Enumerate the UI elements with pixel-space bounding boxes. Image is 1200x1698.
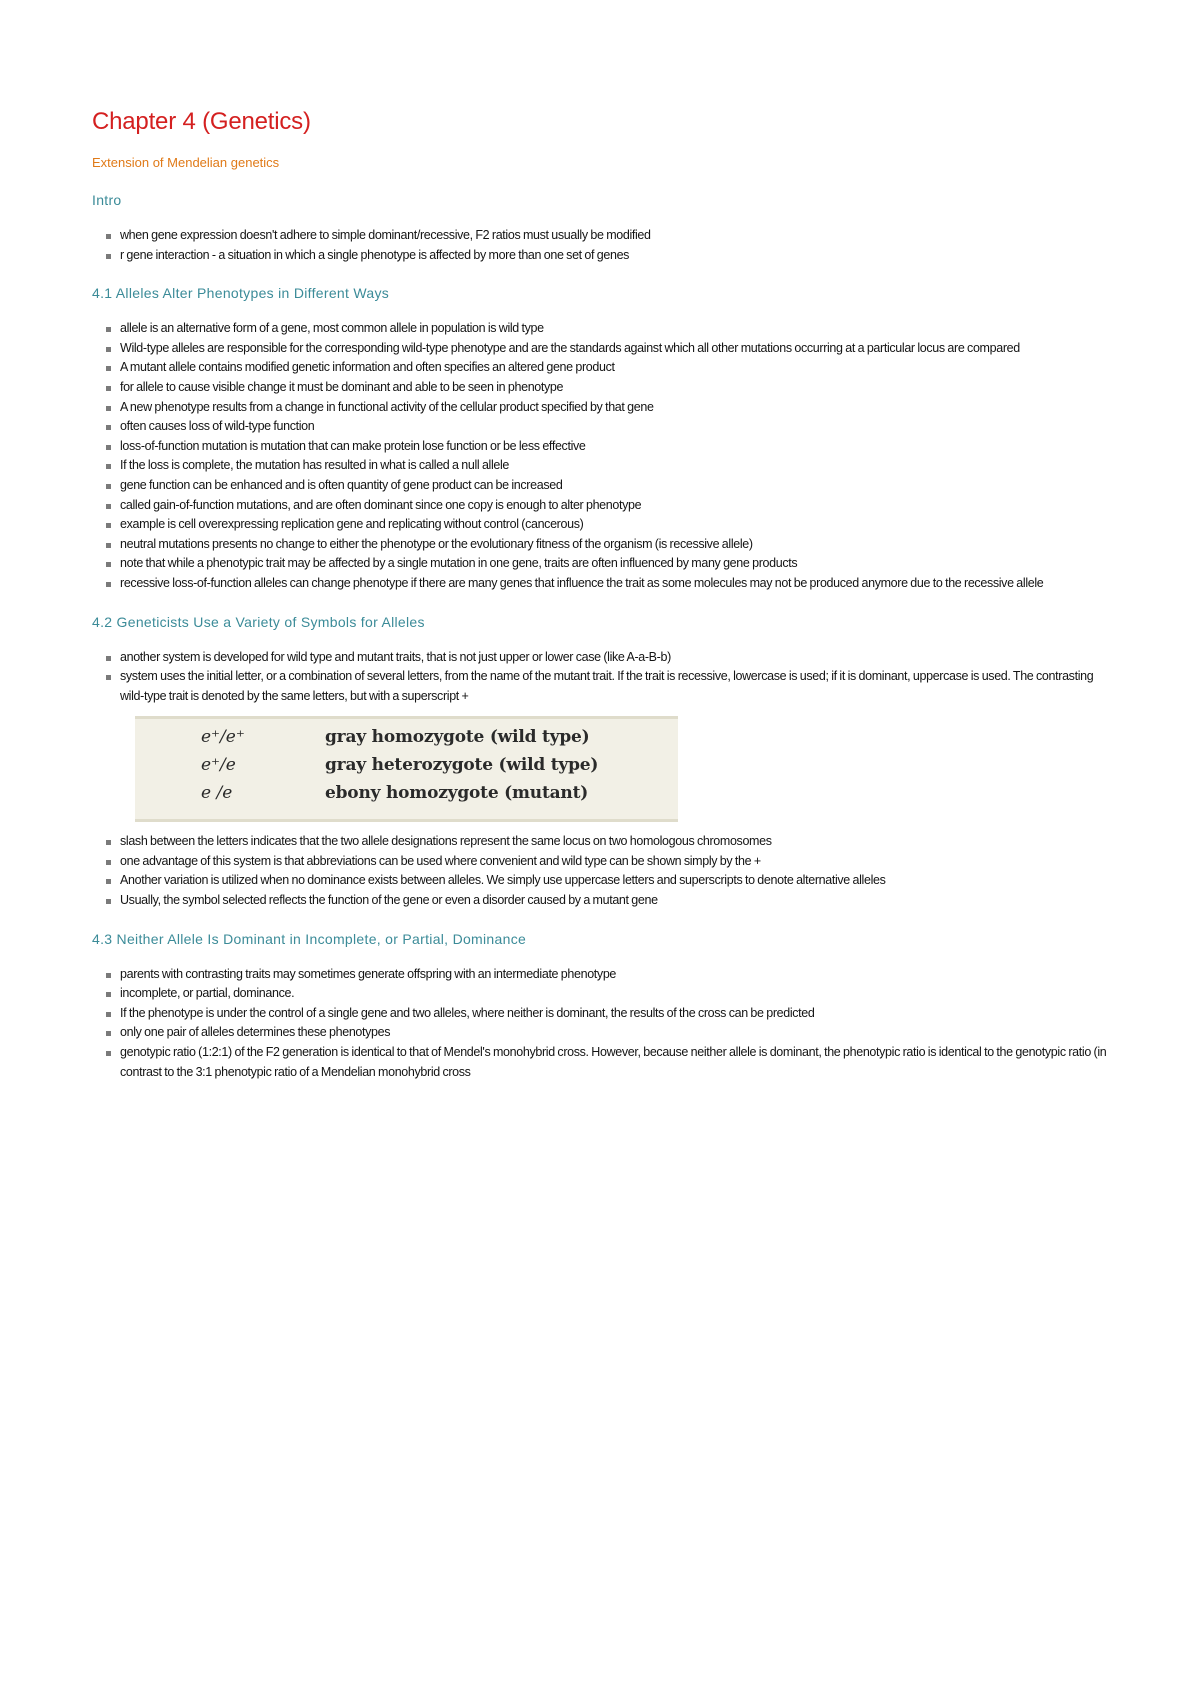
intro-heading: Intro xyxy=(92,192,122,208)
section-heading-4-1: 4.1 Alleles Alter Phenotypes in Different Ways xyxy=(92,285,390,302)
list-item: another system is developed for wild type and mutant traits, that is not just upper or lower case (like A-a-B-b) xyxy=(120,648,1122,668)
list-item: Wild-type alleles are responsible for the corresponding wild-type phenotype and are the standards against which all other mutations occurring at a particular locus are compared xyxy=(120,339,1122,359)
allele-symbol-figure xyxy=(135,716,678,822)
section-4-3-list xyxy=(92,965,1122,1083)
list-item: one advantage of this system is that abbreviations can be used where convenient and wild type can be shown simply by the + xyxy=(120,852,1122,872)
list-item: Usually, the symbol selected reflects the function of the gene or even a disorder caused by a mutant gene xyxy=(120,891,1122,911)
list-item: called gain-of-function mutations, and are often dominant since one copy is enough to alter phenotype xyxy=(120,496,1122,516)
list-item: A mutant allele contains modified genetic information and often specifies an altered gene product xyxy=(120,358,1122,378)
list-item: loss-of-function mutation is mutation that can make protein lose function or be less effective xyxy=(120,437,1122,457)
figure-phenotype: gray heterozygote (wild type) xyxy=(325,755,599,776)
list-item: system uses the initial letter, or a combination of several letters, from the name of the mutant trait. If the trait is recessive, lowercase is used; if it is dominant, uppercase is used. The contrasting wild-type trait is denoted by the same letters, but with a superscript + xyxy=(120,667,1122,706)
list-item: example is cell overexpressing replication gene and replicating without control (cancerous) xyxy=(120,515,1122,535)
list-item: Another variation is utilized when no dominance exists between alleles. We simply use uppercase letters and superscripts to denote alternative alleles xyxy=(120,871,1122,891)
section-heading-4-3: 4.3 Neither Allele Is Dominant in Incomplete, or Partial, Dominance xyxy=(92,930,527,947)
list-item: when gene expression doesn't adhere to simple dominant/recessive, F2 ratios must usually be modified xyxy=(120,226,1122,246)
figure-row xyxy=(135,783,678,811)
list-item: If the loss is complete, the mutation has resulted in what is called a null allele xyxy=(120,456,1122,476)
list-item: incomplete, or partial, dominance. xyxy=(120,984,1122,1004)
figure-genotype: e⁺/e xyxy=(201,755,236,776)
list-item: slash between the letters indicates that the two allele designations represent the same locus on two homologous chromosomes xyxy=(120,832,1122,852)
list-item: neutral mutations presents no change to either the phenotype or the evolutionary fitness of the organism (is recessive allele) xyxy=(120,535,1122,555)
figure-row xyxy=(135,727,678,755)
list-item: allele is an alternative form of a gene, most common allele in population is wild type xyxy=(120,319,1122,339)
list-item: recessive loss-of-function alleles can change phenotype if there are many genes that influence the trait as some molecules may not be produced anymore due to the recessive allele xyxy=(120,574,1122,594)
section-4-2-list-continued xyxy=(92,832,1122,910)
page-title: Chapter 4 (Genetics) xyxy=(92,108,311,135)
document-page xyxy=(92,106,1122,1082)
list-item: gene function can be enhanced and is often quantity of gene product can be increased xyxy=(120,476,1122,496)
figure-row xyxy=(135,755,678,783)
list-item: often causes loss of wild-type function xyxy=(120,417,1122,437)
figure-phenotype: ebony homozygote (mutant) xyxy=(325,783,589,804)
figure-phenotype: gray homozygote (wild type) xyxy=(325,727,590,748)
section-heading-4-2: 4.2 Geneticists Use a Variety of Symbols for Alleles xyxy=(92,613,425,630)
figure-genotype: e /e xyxy=(201,783,233,804)
page-subtitle: Extension of Mendelian genetics xyxy=(92,155,280,170)
figure-genotype: e⁺/e⁺ xyxy=(201,727,245,748)
list-item: A new phenotype results from a change in functional activity of the cellular product specified by that gene xyxy=(120,398,1122,418)
list-item: for allele to cause visible change it must be dominant and able to be seen in phenotype xyxy=(120,378,1122,398)
list-item: parents with contrasting traits may sometimes generate offspring with an intermediate phenotype xyxy=(120,965,1122,985)
list-item: only one pair of alleles determines these phenotypes xyxy=(120,1023,1122,1043)
list-item: genotypic ratio (1:2:1) of the F2 generation is identical to that of Mendel's monohybrid cross. However, because neither allele is dominant, the phenotypic ratio is identical to the genotypic ratio (in contrast to the 3:1 phenotypic ratio of a Mendelian monohybrid cross xyxy=(120,1043,1122,1082)
intro-list xyxy=(92,226,1122,265)
list-item: r gene interaction - a situation in which a single phenotype is affected by more than one set of genes xyxy=(120,246,1122,266)
list-item: note that while a phenotypic trait may be affected by a single mutation in one gene, traits are often influenced by many gene products xyxy=(120,554,1122,574)
list-item: If the phenotype is under the control of a single gene and two alleles, where neither is dominant, the results of the cross can be predicted xyxy=(120,1004,1122,1024)
section-4-2-list xyxy=(92,648,1122,707)
section-4-1-list xyxy=(92,319,1122,593)
